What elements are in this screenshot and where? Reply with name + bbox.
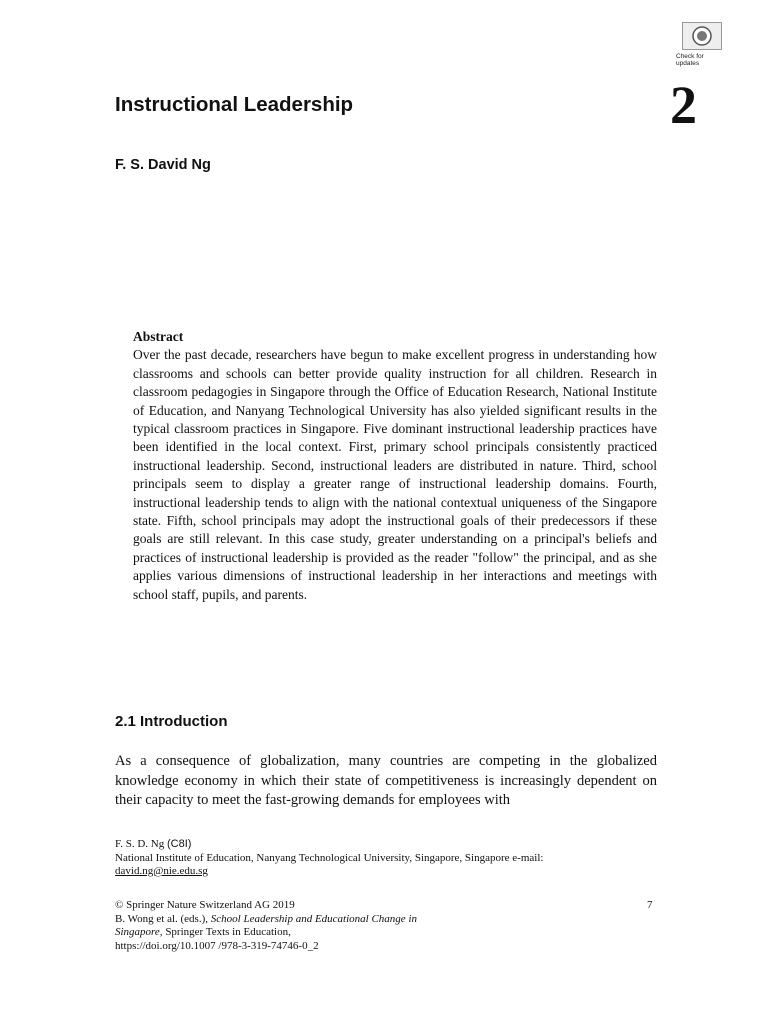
affiliation-name-line [115,838,615,852]
doi-link[interactable]: https://doi.org/10.1007 /978-3-319-74746-0_2 [115,939,319,952]
chapter-title: Instructional Leadership [115,93,354,116]
section-heading-introduction: 2.1 Introduction [115,713,228,730]
abstract [133,328,657,604]
author-email-link[interactable]: david.ng@nie.edu.sg [115,865,208,877]
author-affiliation [115,838,615,879]
book-editors: B. Wong et al. (eds.), [115,912,209,925]
publication-footer [115,899,515,953]
corresponding-author-mark: (C8I) [167,838,192,850]
page-number: 7 [647,899,653,911]
affiliation-institution: National Institute of Education, Nanyang Technological University, Singapore, Singapore e-mail: [115,851,544,864]
book-title-part-1: School Leadership and Educational Change in [210,912,417,925]
book-title-part-2: Singapore, [115,926,163,938]
book-citation-line-2 [115,926,515,940]
abstract-heading: Abstract [133,329,184,344]
chapter-number: 2 [670,75,697,135]
affiliation-name: F. S. D. Ng [115,838,165,850]
abstract-body: Over the past decade, researchers have begun to make excellent progress in understanding how classrooms and schools can better provide quality instruction for all children. Research in classroom pedagogies in Singapore through the Office of Education Research, National Institute of Education, and Nanyang Technological University has also yielded significant results in the typical classroom practices in Singapore. Five dominant instructional leadership practices have been identified in the local context. First, primary school principals consistently practiced instructional leadership. Second, instructional leaders are distributed in nature. Third, school principals seem to display a greater range of instructional leadership domains. Fourth, instructional leadership tends to align with the national contextual uniqueness of the Singapore state. Fifth, school principals may adopt the instructional goals of their predecessors if these goals are still relevant. In this case study, greater understanding on a principal's beliefs and practices of instructional leadership is provided as the reader "follow" the principal, and as she applies various dimensions of instructional leadership in her interactions and meetings with school staff, pupils, and parents. [133,347,657,602]
book-series: Springer Texts in Education, [165,926,291,938]
author-name: F. S. David Ng [115,157,211,173]
check-for-updates-icon[interactable] [682,22,722,50]
check-for-updates-badge[interactable] [676,22,722,67]
introduction-paragraph: As a consequence of globalization, many countries are competing in the globalized knowledge economy in which their state of competitiveness is increasingly dependent on their capacity to meet the fast-growing demands for employees with [115,753,657,808]
book-citation-line-1 [115,913,515,927]
copyright-notice: © Springer Nature Switzerland AG 2019 [115,899,295,911]
check-for-updates-label[interactable]: Check for updates [676,53,704,67]
affiliation-institution-line [115,852,615,879]
